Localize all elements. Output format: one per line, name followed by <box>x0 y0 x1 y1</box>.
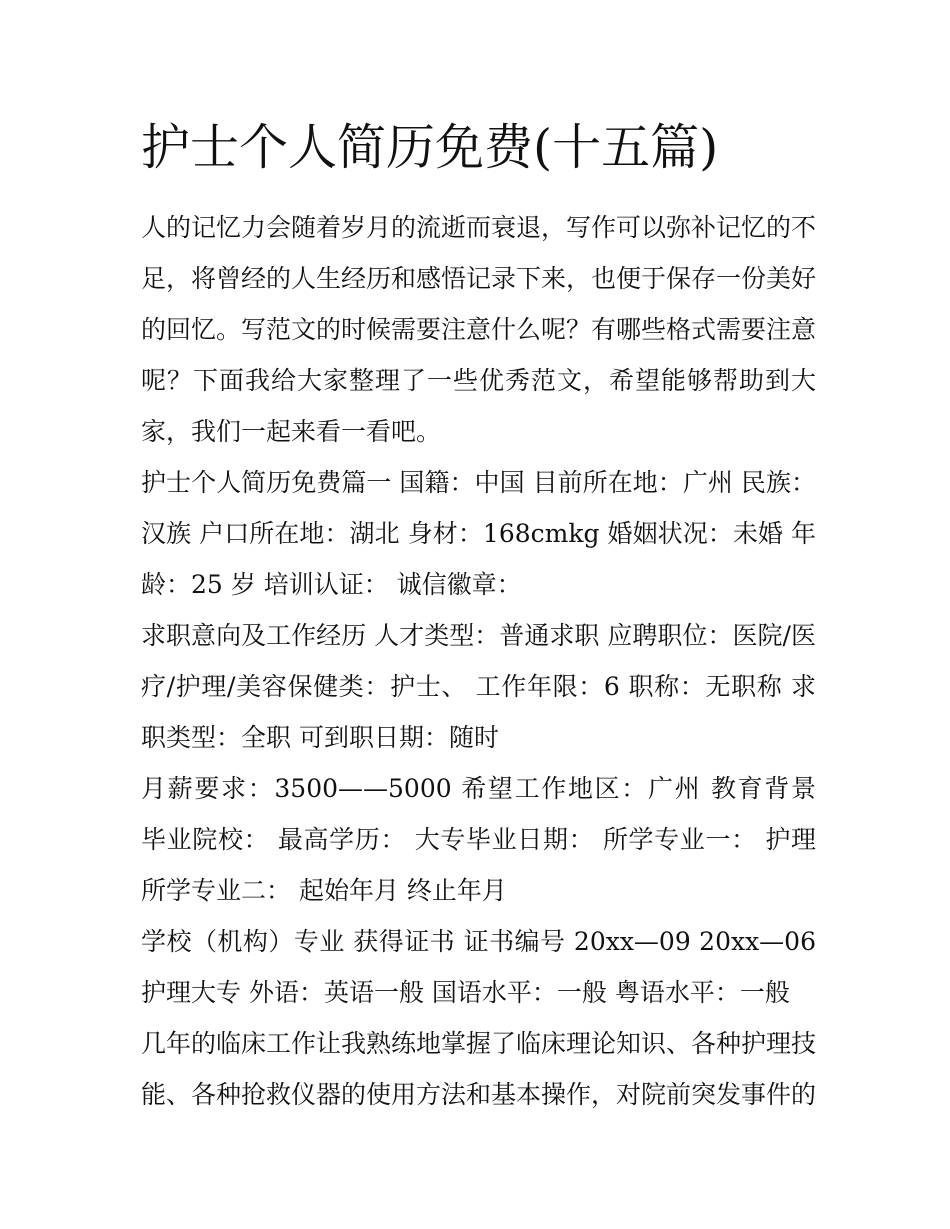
education-paragraph: 月薪要求：3500——5000 希望工作地区：广州 教育背景 毕业院校： 最高学历： 大专毕业日期： 所学专业一： 护理所学专业二： 起始年月 终止年月 <box>141 774 816 905</box>
document-title: 护士个人简历免费(十五篇) <box>141 119 719 176</box>
job-intention-paragraph: 求职意向及工作经历 人才类型：普通求职 应聘职位：医院/医疗/护理/美容保健类：护士、 工作年限：6 职称：无职称 求职类型：全职 可到职日期：随时 <box>141 621 816 752</box>
personal-info-paragraph: 护士个人简历免费篇一 国籍：中国 目前所在地：广州 民族：汉族 户口所在地：湖北 身材：168cmkg 婚姻状况：未婚 年龄：25 岁 培训认证： 诚信徽章： <box>141 468 816 599</box>
intro-paragraph: 人的记忆力会随着岁月的流逝而衰退，写作可以弥补记忆的不足，将曾经的人生经历和感悟记录下来，也便于保存一份美好的回忆。写范文的时候需要注意什么呢？有哪些格式需要注意呢？下面我给大家整理了一些优秀范文，希望能够帮助到大家，我们一起来看一看吧。 <box>141 213 817 446</box>
document-page <box>141 118 816 1120</box>
experience-paragraph: 几年的临床工作让我熟练地掌握了临床理论知识、各种护理技能、各种抢救仪器的使用方法和基本操作，对院前突发事件的 <box>141 1029 817 1109</box>
certificate-paragraph: 学校（机构）专业 获得证书 证书编号 20xx—09 20xx—06 护理大专 外语：英语一般 国语水平：一般 粤语水平：一般 <box>141 927 816 1007</box>
